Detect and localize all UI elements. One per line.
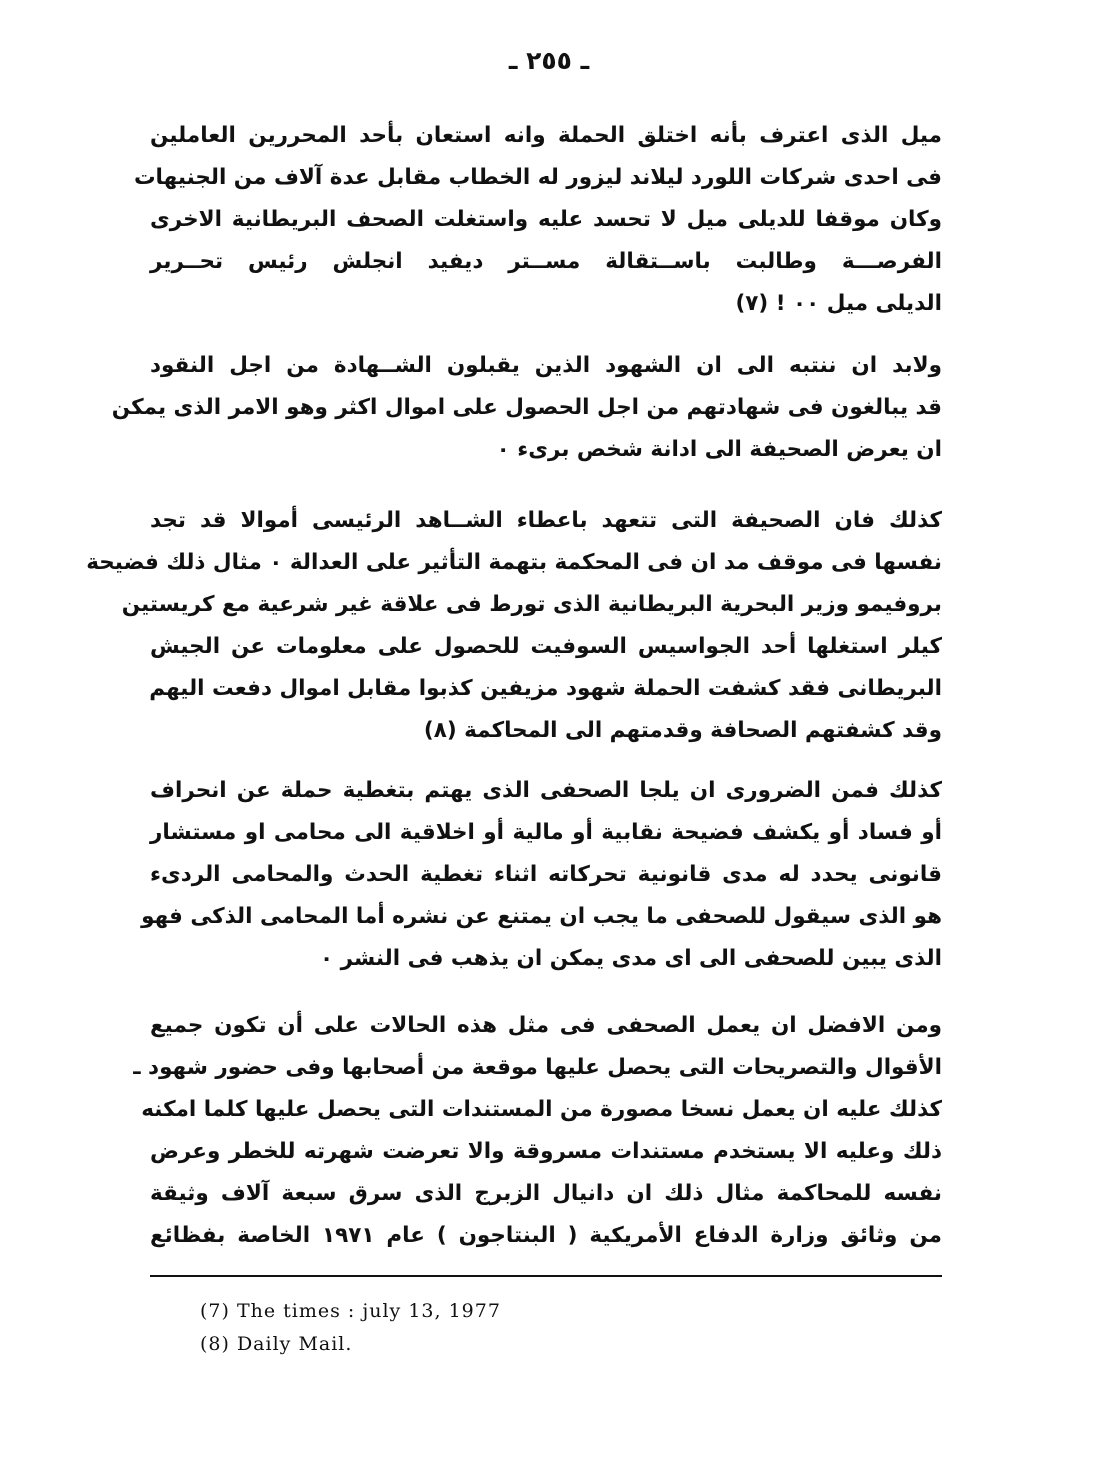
paragraph-line: الفرصـــة وطالبت باســتقالة مســتر ديفيد انجلش رئيس تحــرير xyxy=(150,249,942,274)
paragraph-1 xyxy=(133,115,942,325)
paragraph-line: هو الذى سيقول للصحفى ما يجب ان يمتنع عن نشره أما المحامى الذكى فهو xyxy=(141,904,942,929)
paragraph-2 xyxy=(111,345,942,471)
paragraph-line: ذلك وعليه الا يستخدم مستندات مسروقة والا تعرضت شهرته للخطر وعرض xyxy=(150,1139,942,1164)
paragraph-line: أو فساد أو يكشف فضيحة نقابية أو مالية أو اخلاقية الى محامى او مستشار xyxy=(150,820,942,845)
paragraph-line: فى احدى شركات اللورد ليلاند ليزور له الخطاب مقابل عدة آلاف من الجنيهات xyxy=(133,165,942,190)
paragraph-4 xyxy=(141,770,942,980)
paragraph-line: نفسها فى موقف مد ان فى المحكمة بتهمة التأثير على العدالة ٠ مثال ذلك فضيحة xyxy=(86,550,942,575)
page-number: ـ ٢٥٥ ـ xyxy=(508,46,590,75)
paragraph-line: قانونى يحدد له مدى قانونية تحركاته اثناء تغطية الحدث والمحامى الردىء xyxy=(150,862,942,887)
paragraph-3 xyxy=(86,500,942,752)
paragraph-line: كذلك فمن الضرورى ان يلجا الصحفى الذى يهتم بتغطية حملة عن انحراف xyxy=(150,778,942,803)
footnotes xyxy=(200,1295,800,1361)
paragraph-line: كذلك فان الصحيفة التى تتعهد باعطاء الشــاهد الرئيسى أموالا قد تجد xyxy=(150,508,942,533)
paragraph-line: من وثائق وزارة الدفاع الأمريكية ( البنتاجون ) عام ١٩٧١ الخاصة بفظائع xyxy=(150,1223,942,1248)
paragraph-line: كيلر استغلها أحد الجواسيس السوفيت للحصول على معلومات عن الجيش xyxy=(150,634,942,659)
paragraph-5 xyxy=(133,1005,942,1257)
paragraph-line: الذى يبين للصحفى الى اى مدى يمكن ان يذهب فى النشر ٠ xyxy=(320,946,942,971)
paragraph-line: نفسه للمحاكمة مثال ذلك ان دانيال الزبرج الذى سرق سبعة آلاف وثيقة xyxy=(150,1181,942,1206)
footnote-8: (8) Daily Mail. xyxy=(200,1333,353,1355)
paragraph-line: الأقوال والتصريحات التى يحصل عليها موقعة من أصحابها وفى حضور شهود ـ xyxy=(133,1055,942,1080)
paragraph-line: الديلى ميل ٠٠ ! (٧) xyxy=(735,291,942,316)
paragraph-line: ان يعرض الصحيفة الى ادانة شخص برىء ٠ xyxy=(496,437,942,462)
paragraph-line: كذلك عليه ان يعمل نسخا مصورة من المستندات التى يحصل عليها كلما امكنه xyxy=(141,1097,942,1122)
footnote-divider xyxy=(150,1275,942,1277)
paragraph-line: ميل الذى اعترف بأنه اختلق الحملة وانه استعان بأحد المحررين العاملين xyxy=(150,123,942,148)
paragraph-line: البريطانى فقد كشفت الحملة شهود مزيفين كذبوا مقابل اموال دفعت اليهم xyxy=(149,676,942,701)
paragraph-line: وكان موقفا للديلى ميل لا تحسد عليه واستغلت الصحف البريطانية الاخرى xyxy=(150,207,942,232)
paragraph-line: ولابد ان ننتبه الى ان الشهود الذين يقبلون الشــهادة من اجل النقود xyxy=(150,353,942,378)
footnote-7: (7) The times : july 13, 1977 xyxy=(200,1300,501,1322)
paragraph-line: ومن الافضل ان يعمل الصحفى فى مثل هذه الحالات على أن تكون جميع xyxy=(150,1013,942,1038)
paragraph-line: وقد كشفتهم الصحافة وقدمتهم الى المحاكمة (٨) xyxy=(423,718,942,743)
paragraph-line: قد يبالغون فى شهادتهم من اجل الحصول على اموال اكثر وهو الامر الذى يمكن xyxy=(111,395,942,420)
paragraph-line: بروفيمو وزير البحرية البريطانية الذى تورط فى علاقة غير شرعية مع كريستين xyxy=(121,592,942,617)
